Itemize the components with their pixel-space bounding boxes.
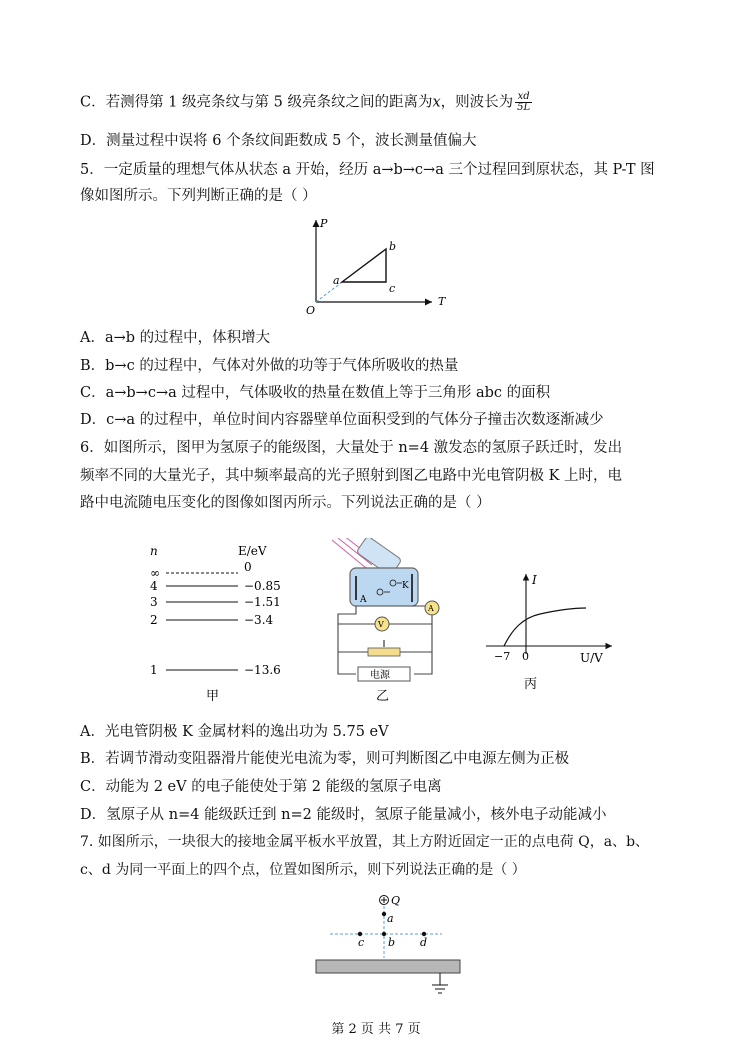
q6-option-b: B．若调节滑动变阻器滑片能使光电流为零，则可判断图乙中电源左侧为正极 [80,751,570,767]
point-a [382,912,386,916]
q5-label-a: a [333,274,340,287]
energy-level-n: 4 [150,579,158,593]
label-c: c [358,936,365,949]
iv-tick-zero: 0 [522,650,529,663]
q5-triangle-abc [342,249,386,282]
q6-stem-line1: 6．如图所示，图甲为氢原子的能级图，大量处于 n=4 激发态的氢原子跃迁时，发出 [80,440,623,456]
q6-iv-graph [482,568,622,698]
energy-level-n: 3 [150,595,158,609]
q7-stem-line1: 7. 如图所示，一块很大的接地金属平板水平放置，其上方附近固定一正的点电荷 Q，a、b、 [80,834,650,850]
cathode-label: K [402,581,409,591]
level-caption: 甲 [206,689,220,704]
voltmeter-label: V [378,620,384,629]
anode-label: A [360,595,367,605]
q7-stem-line2: c、d 为同一平面上的四个点，位置如图所示，则下列说法正确的是（ ） [80,862,526,878]
energy-level-e: −13.6 [244,663,281,677]
q5-label-c: c [389,282,396,295]
q6-option-a: A．光电管阴极 K 金属材料的逸出功为 5.75 eV [80,724,389,740]
fraction-denominator: 5L [517,102,531,113]
q5-option-d: D．c→a 的过程中，单位时间内容器壁单位面积受到的气体分子撞击次数逐渐减少 [80,412,604,428]
circuit-wires [338,606,356,674]
energy-level-e: −0.85 [244,579,281,593]
level-rows [150,560,281,677]
point-b [382,932,386,936]
iv-curve [504,608,586,646]
charge-q-label: Q [391,894,401,907]
q5-label-b: b [389,240,397,253]
q5-stem-line2: 像如图所示。下列判断正确的是（ ） [80,188,317,204]
fraction-numerator: xd [515,92,532,103]
q5-label-t: T [438,295,446,308]
level-e-header: E/eV [238,544,267,558]
label-d: d [420,936,428,949]
energy-level-n: 2 [150,613,158,627]
q5-option-b: B．b→c 的过程中，气体对外做的功等于气体所吸收的热量 [80,358,459,374]
q6-option-c: C．动能为 2 eV 的电子能使处于第 2 能级的氢原子电离 [80,779,442,795]
circuit-wires-right [412,606,432,674]
label-a: a [387,912,394,925]
rheostat [368,648,400,656]
q4-wavelength-fraction [515,92,532,113]
q6-energy-level-diagram [140,540,310,710]
circuit-caption: 乙 [376,689,390,704]
q4-option-c-text: C．若测得第 1 级亮条纹与第 5 级亮条纹之间的距离为 [80,94,433,111]
energy-level-e: 0 [244,560,252,574]
q5-label-o: O [306,304,316,317]
q4-option-c-var: x [432,94,441,111]
energy-level-e: −1.51 [244,595,281,609]
q6-stem-line3: 路中电流随电压变化的图像如图丙所示。下列说法正确的是（ ） [80,495,491,511]
label-b: b [388,936,396,949]
energy-level-n: 1 [150,663,158,677]
q7-charge-plate-figure [310,890,470,1000]
energy-level-n: ∞ [150,566,160,580]
iv-y-label: I [532,573,537,587]
q6-stem-line2: 频率不同的大量光子，其中频率最高的光子照射到图乙电路中光电管阴极 K 上时，电 [80,468,623,484]
iv-x-label: U/V [580,651,603,665]
q5-pt-graph [300,214,460,318]
iv-tick-neg: −7 [494,650,511,663]
q5-stem-line1: 5．一定质量的理想气体从状态 a 开始，经历 a→b→c→a 三个过程回到原状态，其 P-T 图 [80,162,655,178]
q6-option-d: D．氢原子从 n=4 能级跃迁到 n=2 能级时，氢原子能量减小，核外电子动能减小 [80,807,607,823]
iv-caption: 丙 [524,677,538,692]
q4-option-c [80,92,532,113]
q4-option-c-mid: ，则波长为 [440,94,514,111]
ammeter-label: A [428,604,434,613]
power-source-label: 电源 [370,670,390,681]
q5-label-p: P [320,217,328,230]
q5-option-c: C．a→b→c→a 过程中，气体吸收的热量在数值上等于三角形 abc 的面积 [80,385,551,401]
q6-circuit-diagram [318,538,448,708]
energy-level-e: −3.4 [244,613,274,627]
q4-option-d: D．测量过程中误将 6 个条纹间距数成 5 个，波长测量值偏大 [80,133,477,149]
q5-option-a: A．a→b 的过程中，体积增大 [80,330,271,346]
page-footer: 第 2 页 共 7 页 [331,1022,421,1037]
level-n-header: n [150,544,158,558]
metal-plate [316,960,460,973]
